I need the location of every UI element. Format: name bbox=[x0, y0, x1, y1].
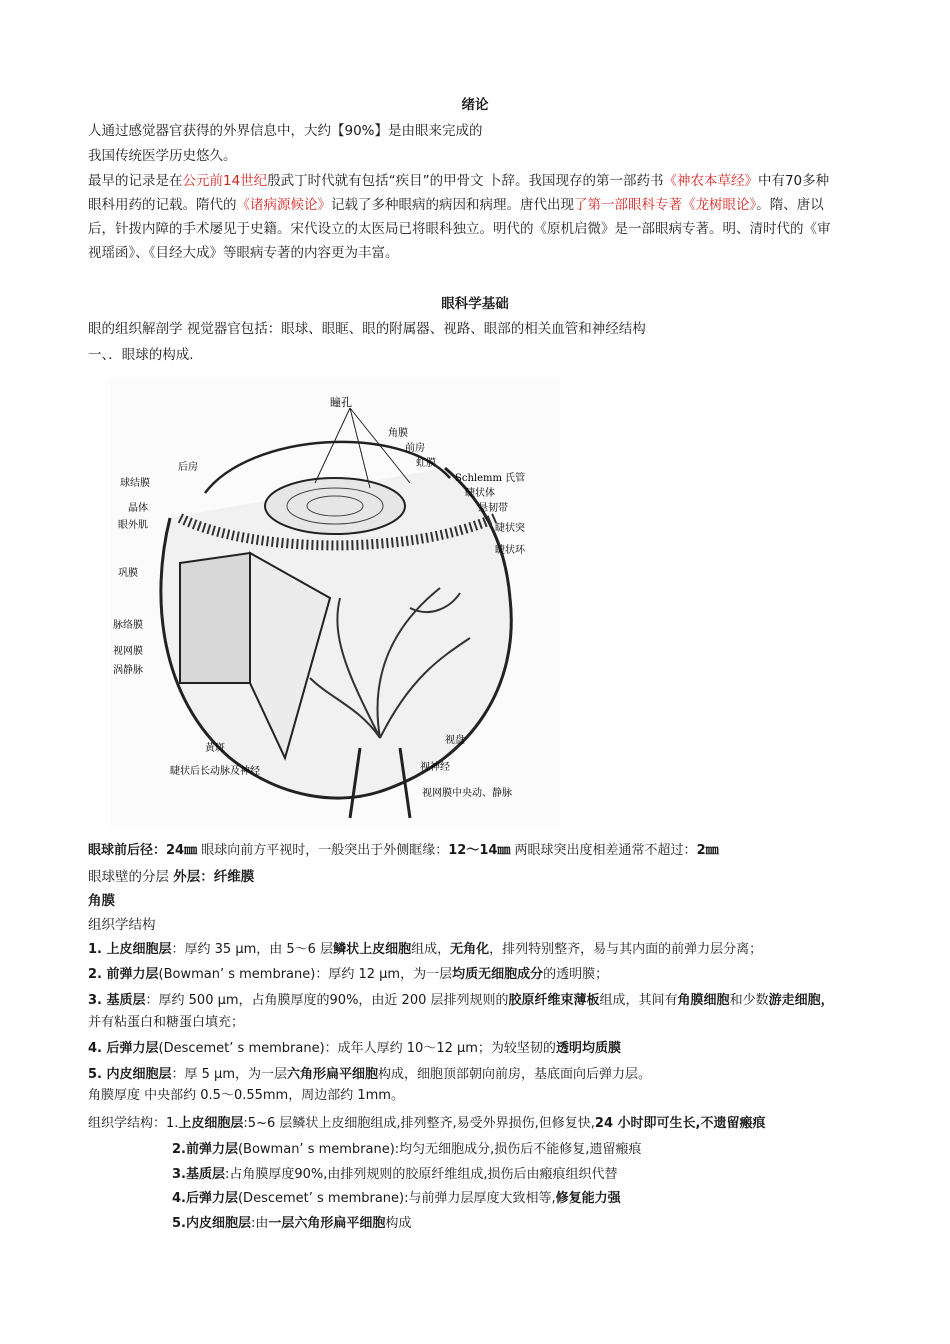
highlight-red: 了第一部眼科专著《龙树眼论》 bbox=[574, 197, 757, 213]
bold-run: 2㎜ bbox=[696, 843, 719, 858]
intro-p4 bbox=[88, 196, 824, 214]
eyeball-diagram bbox=[110, 378, 560, 828]
bold-run: 3.基质层 bbox=[172, 1167, 225, 1182]
text-run: :由 bbox=[250, 1216, 269, 1231]
bold-run: 外层：纤维膜 bbox=[173, 869, 255, 885]
bold-run: 12～14㎜ bbox=[448, 843, 511, 858]
text-run: 和少数 bbox=[729, 993, 769, 1008]
cornea-layer-4 bbox=[88, 1040, 621, 1058]
text-run: (Descemet’ s membrane)：成年人厚约 10～12 μm；为较坚韧的 bbox=[158, 1041, 556, 1056]
intro-p6: 视瑶函》、《目经大成》等眼病专著的内容更为丰富。 bbox=[88, 245, 399, 261]
text-run: (Bowman’ s membrane)：厚约 12 μm，为一层 bbox=[158, 967, 453, 982]
label-long-ciliary: 睫状后长动脉及神经 bbox=[170, 766, 260, 777]
label-schlemm: Schlemm 氏管 bbox=[455, 473, 526, 484]
text-run: ：厚约 35 μm，由 5～6 层 bbox=[171, 942, 334, 957]
intro-p3 bbox=[88, 172, 829, 190]
basics-p1: 眼的组织解剖学 视觉器官包括：眼球、眼眶、眼的附属器、视路、眼部的相关血管和神经结构 bbox=[88, 321, 646, 337]
intro-title: 绪论 bbox=[461, 97, 489, 113]
cornea-layer-2 bbox=[88, 966, 608, 984]
intro-p1: 人通过感觉器官获得的外界信息中，大约【90%】是由眼来完成的 bbox=[88, 123, 483, 139]
text-run: 眼科用药的记载。隋代的 bbox=[88, 197, 237, 213]
eyeball-dimensions bbox=[88, 842, 719, 860]
bold-run: 一层六角形扁平细胞 bbox=[268, 1216, 386, 1231]
label-conjunctiva: 球结膜 bbox=[120, 478, 150, 489]
bold-run: 上皮细胞层 bbox=[178, 1116, 244, 1131]
bold-run: 2.前弹力层 bbox=[172, 1142, 238, 1157]
bold-run: 5. 内皮细胞层 bbox=[88, 1067, 172, 1082]
bold-run: 2. 前弹力层 bbox=[88, 967, 159, 982]
bold-run: 4. 后弹力层 bbox=[88, 1041, 159, 1056]
text-run: 构成 bbox=[385, 1216, 412, 1231]
cornea-heading: 角膜 bbox=[88, 893, 115, 909]
label-central-artery: 视网膜中央动、静脉 bbox=[422, 788, 512, 799]
text-run: (Bowman’ s membrane):均匀无细胞成分,损伤后不能修复,遗留瘢痕 bbox=[237, 1142, 642, 1157]
label-lens: 晶体 bbox=[128, 503, 148, 514]
text-run: 眼球壁的分层 bbox=[88, 869, 174, 885]
bold-run: 透明均质膜 bbox=[555, 1041, 621, 1056]
text-run: 的透明膜； bbox=[543, 967, 609, 982]
cut-section bbox=[180, 553, 250, 683]
text-run: 眼球向前方平视时，一般突出于外侧眶缘： bbox=[197, 843, 449, 858]
label-pupil: 瞳孔 bbox=[330, 396, 352, 409]
basics-p2: 一、．眼球的构成. bbox=[88, 347, 194, 363]
bold-run: ， bbox=[820, 993, 834, 1008]
summary-layer-1 bbox=[88, 1115, 765, 1133]
cornea-thickness: 角膜厚度 中央部约 0.5～0.55mm，周边部约 1mm。 bbox=[88, 1088, 404, 1103]
text-run: 构成，细胞顶部朝向前房，基底面向后弹力层。 bbox=[378, 1067, 652, 1082]
bold-run: 3. 基质层 bbox=[88, 993, 146, 1008]
summary-layer-5 bbox=[172, 1215, 411, 1233]
text-run: 记载了多种眼病的病因和病理。唐代出现 bbox=[331, 197, 574, 213]
summary-layer-3 bbox=[172, 1166, 618, 1184]
lens-shape bbox=[265, 478, 405, 534]
bold-run: 眼球前后径：24㎜ bbox=[88, 843, 198, 858]
label-zonule: 悬韧带 bbox=[478, 503, 508, 514]
cornea-layer-5 bbox=[88, 1066, 651, 1084]
histology-heading: 组织学结构 bbox=[88, 917, 156, 933]
label-vortex-vein: 涡静脉 bbox=[113, 665, 143, 676]
highlight-red: 《诸病源候论》 bbox=[236, 197, 331, 213]
bold-run: 角膜细胞 bbox=[677, 993, 730, 1008]
summary-layer-4 bbox=[172, 1190, 621, 1208]
bold-run: 修复能力强 bbox=[555, 1191, 621, 1206]
text-run: 殷武丁时代就有包括“疾目”的甲骨文 卜辞。我国现存的第一部药书 bbox=[267, 173, 664, 189]
text-run: 组成，其间有 bbox=[599, 993, 678, 1008]
text-run: 组织学结构：1. bbox=[88, 1116, 179, 1131]
label-posterior-chamber: 后房 bbox=[178, 462, 198, 473]
highlight-red: 公元前14世纪 bbox=[182, 173, 268, 189]
label-optic-nerve: 视神经 bbox=[420, 762, 450, 773]
cornea-layer-3-cont: 并有粘蛋白和糖蛋白填充； bbox=[88, 1015, 245, 1030]
text-run: 中有70多种 bbox=[757, 173, 830, 189]
bold-run: 均质无细胞成分 bbox=[452, 967, 544, 982]
bold-run: 5.内皮细胞层 bbox=[172, 1216, 251, 1231]
label-optic-disc: 视盘 bbox=[445, 735, 465, 746]
text-run: 。隋、唐以 bbox=[756, 197, 824, 213]
intro-p2: 我国传统医学历史悠久。 bbox=[88, 148, 237, 164]
label-anterior-chamber: 前房 bbox=[405, 443, 425, 454]
text-run: ，排列特别整齐，易与其内面的前弹力层分离； bbox=[489, 942, 763, 957]
label-ciliary-ring: 睫状环 bbox=[495, 545, 525, 556]
text-run: ：厚 5 μm，为一层 bbox=[171, 1067, 287, 1082]
text-run: :占角膜厚度90%,由排列规则的胶原纤维组成,损伤后由瘢痕组织代替 bbox=[224, 1167, 618, 1182]
bold-run: 鳞状上皮细胞 bbox=[333, 942, 412, 957]
label-extraocular-muscle: 眼外肌 bbox=[118, 520, 148, 531]
eyeball-wall-layers bbox=[88, 868, 254, 886]
summary-layer-2 bbox=[172, 1141, 641, 1159]
label-retina: 视网膜 bbox=[113, 646, 143, 657]
label-ciliary-process: 睫状突 bbox=[495, 523, 525, 534]
text-run: 最早的记录是在 bbox=[88, 173, 183, 189]
label-iris: 虹膜 bbox=[416, 458, 436, 469]
bold-run: 六角形扁平细胞 bbox=[287, 1067, 379, 1082]
cornea-layer-3 bbox=[88, 992, 834, 1010]
bold-run: 1. 上皮细胞层 bbox=[88, 942, 172, 957]
label-cornea: 角膜 bbox=[388, 428, 408, 439]
label-choroid: 脉络膜 bbox=[113, 620, 143, 631]
label-ciliary-body: 睫状体 bbox=[465, 488, 495, 499]
bold-run: 胶原纤维束薄板 bbox=[508, 993, 600, 1008]
text-run: :5~6 层鳞状上皮细胞组成,排列整齐,易受外界损伤,但修复快, bbox=[243, 1116, 595, 1131]
cornea-layer-1 bbox=[88, 941, 762, 959]
text-run: ：厚约 500 μm，占角膜厚度的90%，由近 200 层排列规则的 bbox=[145, 993, 509, 1008]
basics-title: 眼科学基础 bbox=[441, 296, 509, 312]
bold-run: 游走细胞 bbox=[768, 993, 821, 1008]
highlight-red: 《神农本草经》 bbox=[663, 173, 758, 189]
label-sclera: 巩膜 bbox=[118, 568, 138, 579]
label-macula: 黄斑 bbox=[205, 743, 225, 754]
text-run: 两眼球突出度相差通常不超过： bbox=[510, 843, 697, 858]
bold-run: 4.后弹力层 bbox=[172, 1191, 238, 1206]
bold-run: 无角化 bbox=[450, 942, 490, 957]
bold-run: 24 小时即可生长,不遗留瘢痕 bbox=[594, 1116, 766, 1131]
text-run: 组成， bbox=[411, 942, 451, 957]
text-run: (Descemet’ s membrane):与前弹力层厚度大致相等, bbox=[237, 1191, 556, 1206]
intro-p5: 后，针拨内障的手术屡见于史籍。宋代设立的太医局已将眼科独立。明代的《原机启微》是一部眼病专著。明、清时代的《审 bbox=[88, 221, 831, 237]
